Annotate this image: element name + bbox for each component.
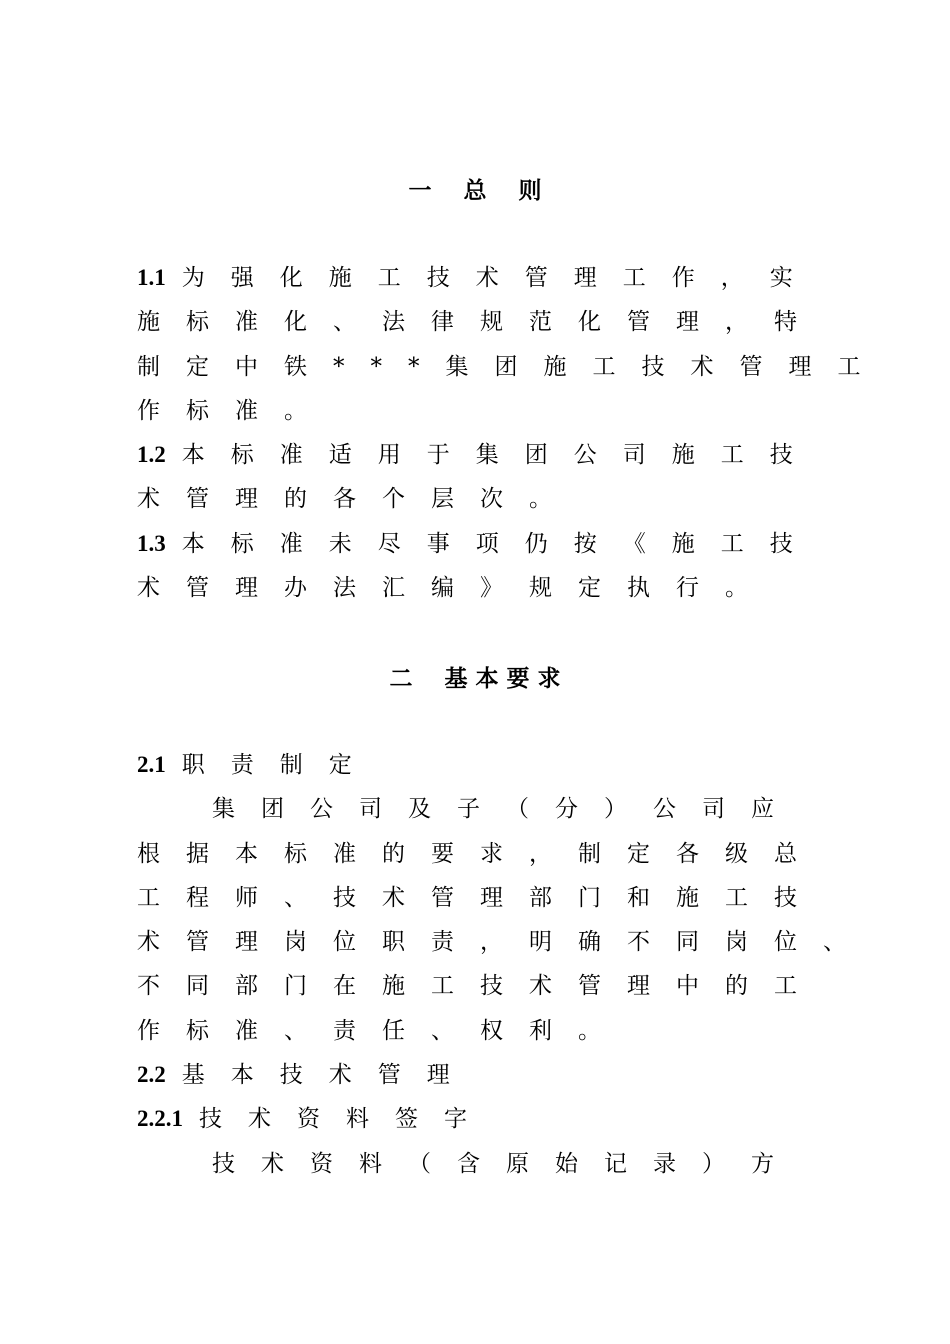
text-line: 集团公司及子（分）公司应 — [212, 796, 800, 823]
clause-text: 技术资料签字 — [199, 1106, 493, 1133]
text-line: 作标准、责任、权利。 — [137, 1017, 627, 1044]
text-line: 术管理的各个层次。 — [137, 486, 578, 513]
clause-number: 2.2.1 — [137, 1106, 183, 1132]
clause-number: 1.2 — [137, 442, 166, 468]
clause-number: 2.1 — [137, 752, 166, 777]
text-line: 不同部门在施工技术管理中的工 — [137, 973, 823, 1000]
text-line: 术管理办法汇编》规定执行。 — [137, 575, 774, 602]
section-1-body — [137, 256, 887, 610]
clause-1-1 — [137, 256, 837, 300]
clause-2-2-1 — [137, 1097, 837, 1141]
clause-number: 1.3 — [137, 530, 166, 556]
text-line: 技术资料（含原始记录）方 — [212, 1150, 800, 1177]
clause-text: 本标准未尽事项仍按《施工技 — [181, 530, 819, 557]
clause-text: 本标准适用于集团公司施工技 — [181, 442, 819, 469]
clause-text: 基本技术管理 — [181, 1062, 476, 1089]
clause-number: 1.1 — [137, 265, 166, 290]
section-1-heading: 一 总 则 — [408, 177, 542, 204]
text-line: 作标准。 — [137, 397, 333, 424]
clause-2-1 — [137, 743, 837, 787]
text-line: 施标准化、法律规范化管理，特 — [137, 309, 823, 336]
clause-1-3 — [137, 522, 837, 566]
text-line: 制定中铁***集团施工技术管理工 — [137, 353, 887, 380]
clause-text: 职责制定 — [181, 752, 378, 778]
clause-number: 2.2 — [137, 1062, 166, 1088]
section-2-body — [137, 743, 872, 1186]
text-line: 工程师、技术管理部门和施工技 — [137, 884, 823, 911]
clause-text: 为强化施工技术管理工作，实 — [181, 265, 819, 291]
section-2-heading: 二 基 本 要 求 — [389, 665, 561, 692]
clause-2-2 — [137, 1053, 837, 1097]
text-line: 术管理岗位职责，明确不同岗位、 — [137, 929, 872, 956]
text-line: 根据本标准的要求，制定各级总 — [137, 840, 823, 867]
clause-1-2 — [137, 433, 837, 477]
